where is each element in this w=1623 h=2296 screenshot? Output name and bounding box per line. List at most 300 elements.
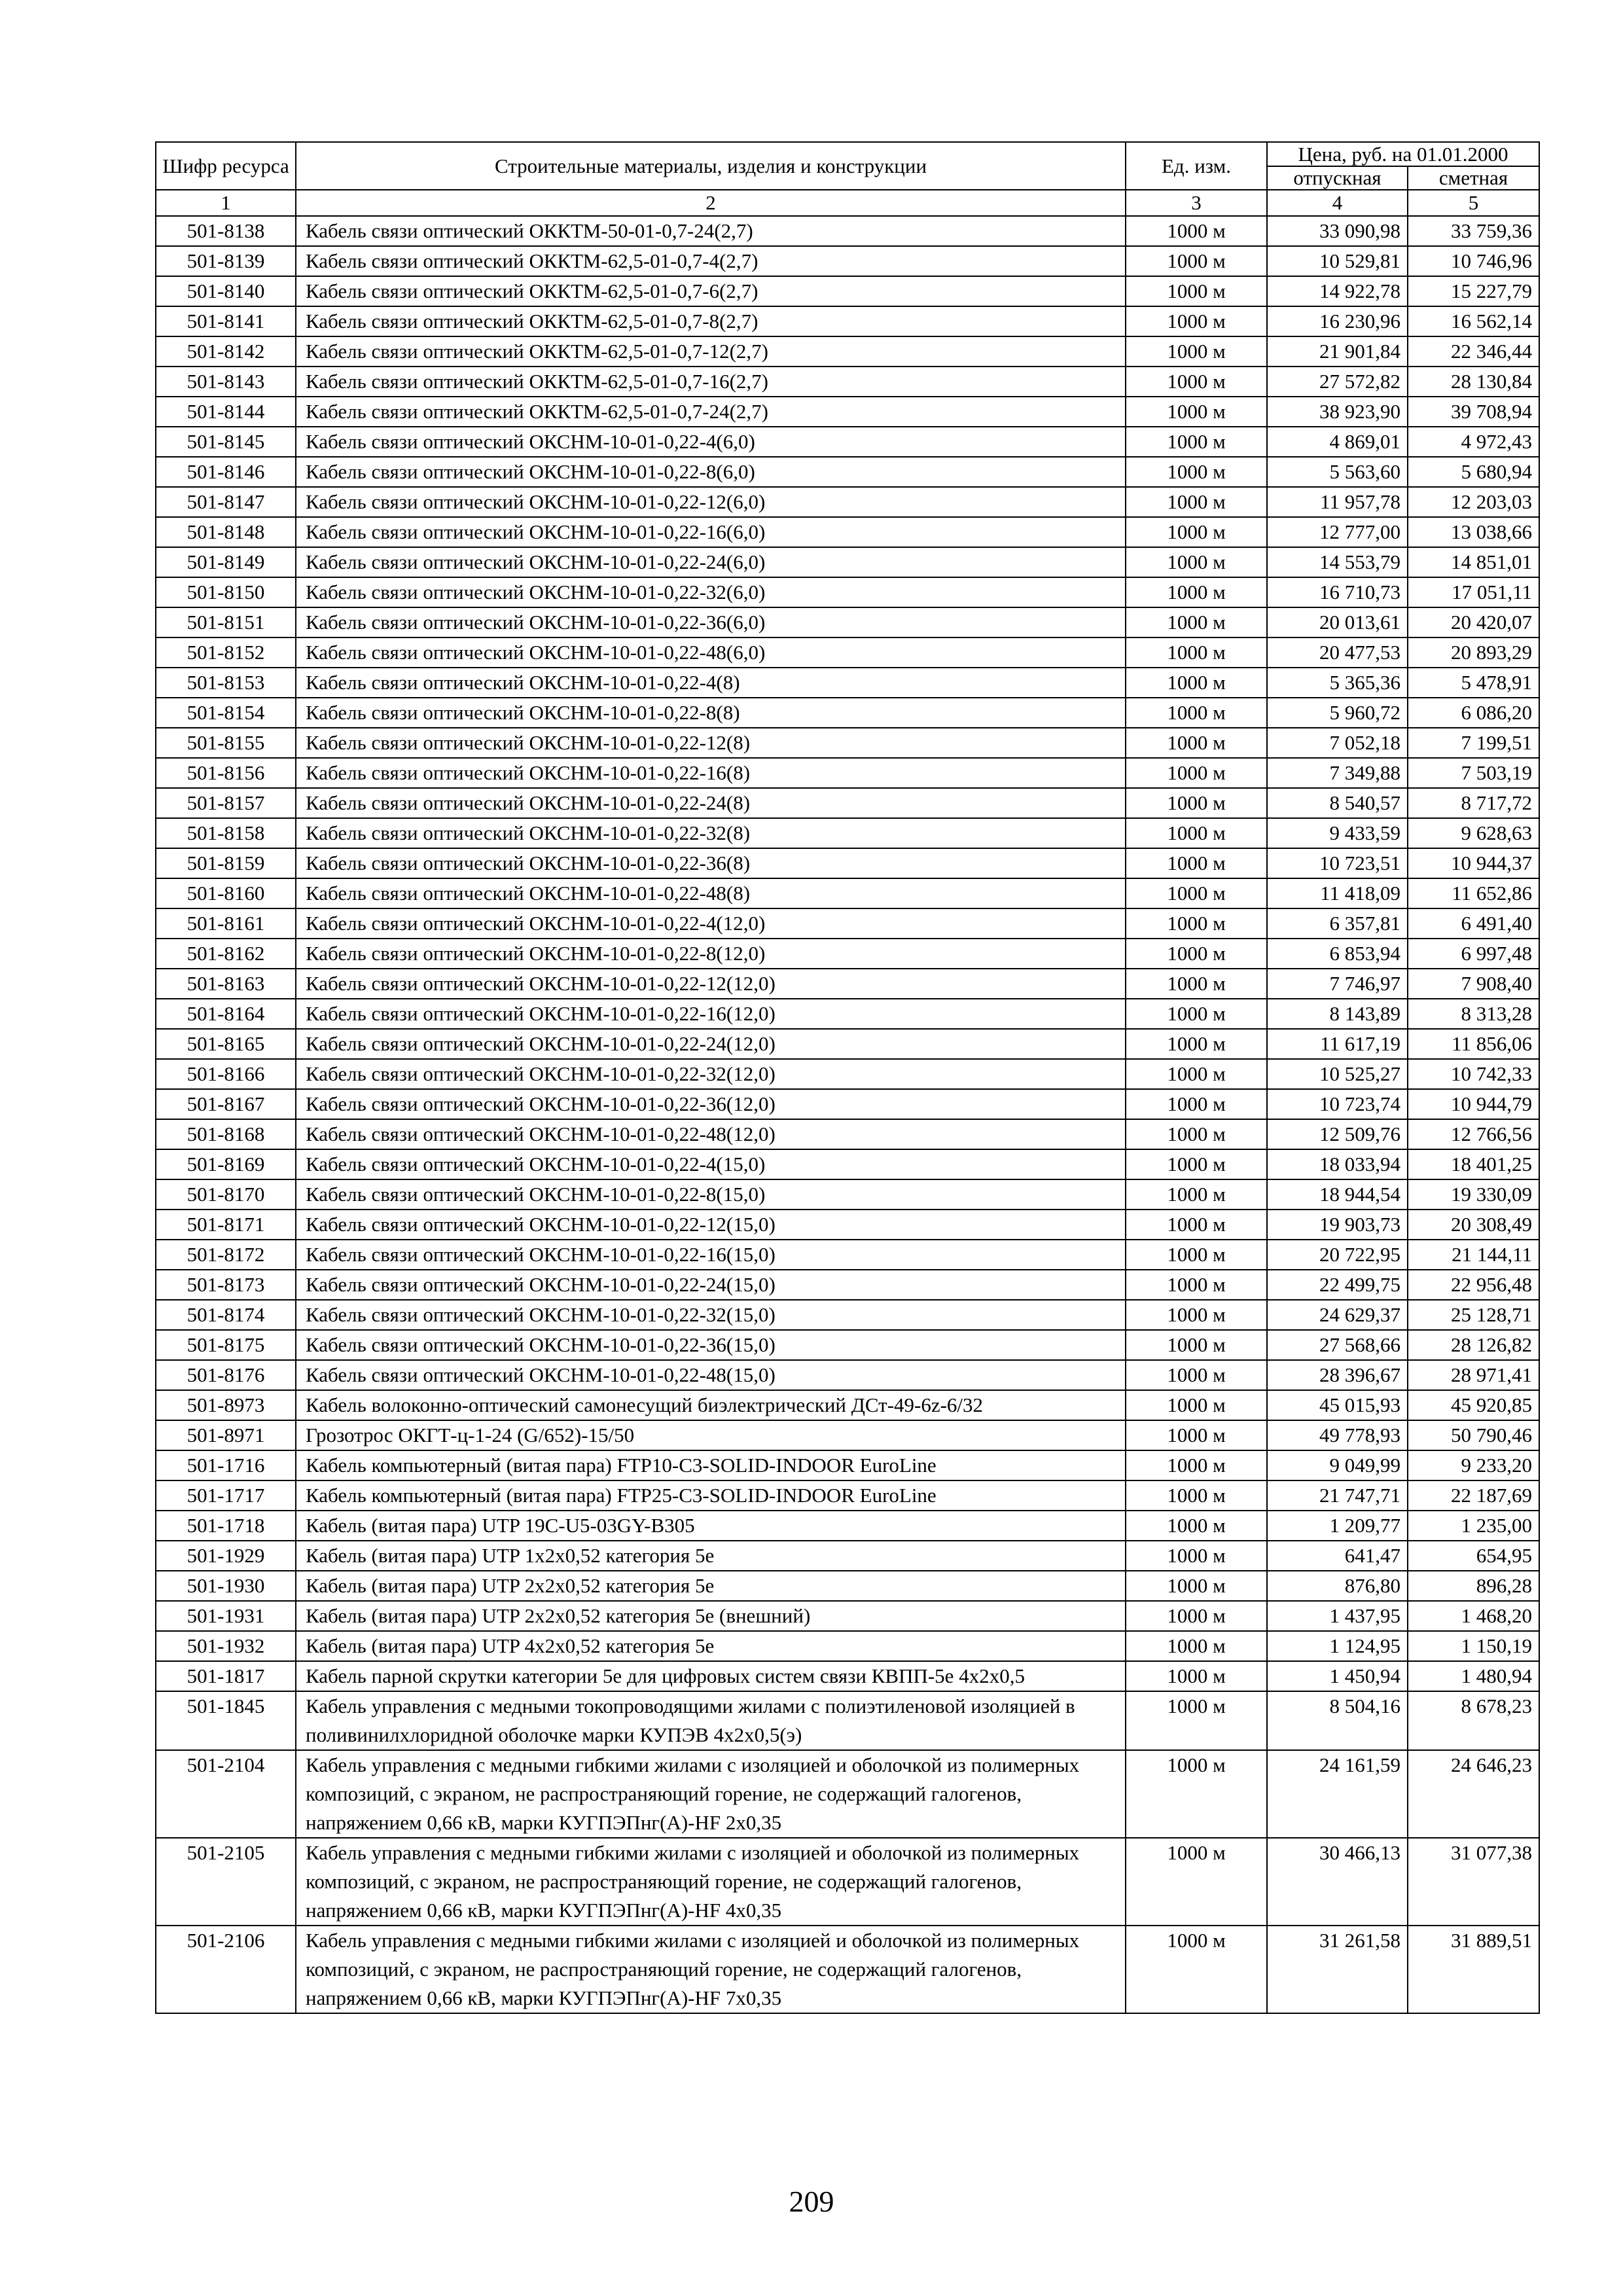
table-row [156,1360,1539,1390]
unit: 1000 м [1126,367,1267,397]
material-name: Кабель (витая пара) UTP 2x2x0,52 категория 5е [296,1571,1126,1601]
release-price: 21 901,84 [1267,336,1408,367]
release-price: 38 923,90 [1267,397,1408,427]
estimate-price: 21 144,11 [1408,1240,1539,1270]
estimate-price: 31 077,38 [1408,1838,1539,1926]
unit: 1000 м [1126,487,1267,517]
unit: 1000 м [1126,577,1267,607]
estimate-price: 11 652,86 [1408,878,1539,908]
estimate-price: 10 944,79 [1408,1089,1539,1119]
unit: 1000 м [1126,1390,1267,1420]
estimate-price: 22 346,44 [1408,336,1539,367]
unit: 1000 м [1126,427,1267,457]
material-name: Кабель связи оптический ОККТМ-62,5-01-0,7-4(2,7) [296,246,1126,276]
estimate-price: 33 759,36 [1408,216,1539,246]
estimate-price: 8 313,28 [1408,999,1539,1029]
release-price: 20 722,95 [1267,1240,1408,1270]
unit: 1000 м [1126,1119,1267,1149]
table-row [156,1089,1539,1119]
header-row-1 [156,142,1539,166]
table-row [156,999,1539,1029]
header-price: Цена, руб. на 01.01.2000 [1267,142,1539,166]
release-price: 4 869,01 [1267,427,1408,457]
material-name: Кабель связи оптический ОККТМ-62,5-01-0,7-16(2,7) [296,367,1126,397]
material-name: Кабель связи оптический ОКСНМ-10-01-0,22-24(8) [296,788,1126,818]
resource-code: 501-8159 [156,848,296,878]
resource-code: 501-8143 [156,367,296,397]
estimate-price: 17 051,11 [1408,577,1539,607]
material-name: Кабель управления с медными токопроводящими жилами с полиэтиленовой изоляцией в поливинилхлоридной оболочке марки КУПЭВ 4х2х0,5(э) [296,1691,1126,1750]
estimate-price: 45 920,85 [1408,1390,1539,1420]
table-row [156,276,1539,306]
table-row [156,1149,1539,1179]
material-name: Кабель связи оптический ОКСНМ-10-01-0,22-4(15,0) [296,1149,1126,1179]
resource-code: 501-1845 [156,1691,296,1750]
table-row [156,1300,1539,1330]
resource-code: 501-8156 [156,758,296,788]
material-name: Кабель (витая пара) UTP 19C-U5-03GY-B305 [296,1511,1126,1541]
release-price: 18 033,94 [1267,1149,1408,1179]
table-row [156,1691,1539,1750]
unit: 1000 м [1126,1210,1267,1240]
resource-code: 501-8160 [156,878,296,908]
resource-code: 501-8170 [156,1179,296,1210]
unit: 1000 м [1126,1750,1267,1838]
resource-code: 501-8176 [156,1360,296,1390]
resource-code: 501-1930 [156,1571,296,1601]
resource-code: 501-8152 [156,637,296,668]
column-number: 3 [1126,190,1267,216]
unit: 1000 м [1126,939,1267,969]
release-price: 21 747,71 [1267,1480,1408,1511]
unit: 1000 м [1126,908,1267,939]
release-price: 5 960,72 [1267,698,1408,728]
material-name: Грозотрос ОКГТ-ц-1-24 (G/652)-15/50 [296,1420,1126,1450]
release-price: 641,47 [1267,1541,1408,1571]
resource-code: 501-8145 [156,427,296,457]
unit: 1000 м [1126,758,1267,788]
material-name: Кабель связи оптический ОКСНМ-10-01-0,22-4(6,0) [296,427,1126,457]
release-price: 7 349,88 [1267,758,1408,788]
unit: 1000 м [1126,969,1267,999]
estimate-price: 7 908,40 [1408,969,1539,999]
table-row [156,848,1539,878]
table-row [156,517,1539,547]
release-price: 9 433,59 [1267,818,1408,848]
resource-code: 501-8138 [156,216,296,246]
release-price: 5 563,60 [1267,457,1408,487]
table-row [156,1750,1539,1838]
material-name: Кабель связи оптический ОКСНМ-10-01-0,22-8(12,0) [296,939,1126,969]
material-name: Кабель связи оптический ОКСНМ-10-01-0,22-12(15,0) [296,1210,1126,1240]
estimate-price: 6 997,48 [1408,939,1539,969]
resource-code: 501-8155 [156,728,296,758]
estimate-price: 28 971,41 [1408,1360,1539,1390]
unit: 1000 м [1126,1270,1267,1300]
estimate-price: 1 480,94 [1408,1661,1539,1691]
price-sheet [155,141,1539,2014]
material-name: Кабель (витая пара) UTP 1x2x0,52 категория 5е [296,1541,1126,1571]
estimate-price: 20 308,49 [1408,1210,1539,1240]
release-price: 45 015,93 [1267,1390,1408,1420]
estimate-price: 12 766,56 [1408,1119,1539,1149]
release-price: 10 723,74 [1267,1089,1408,1119]
release-price: 8 540,57 [1267,788,1408,818]
resource-code: 501-8174 [156,1300,296,1330]
unit: 1000 м [1126,607,1267,637]
table-row [156,1390,1539,1420]
material-name: Кабель связи оптический ОКСНМ-10-01-0,22-8(8) [296,698,1126,728]
resource-code: 501-8147 [156,487,296,517]
material-name: Кабель связи оптический ОКСНМ-10-01-0,22-8(6,0) [296,457,1126,487]
column-number: 2 [296,190,1126,216]
table-row [156,1601,1539,1631]
estimate-price: 6 086,20 [1408,698,1539,728]
resource-code: 501-8171 [156,1210,296,1240]
material-name: Кабель связи оптический ОКСНМ-10-01-0,22-24(6,0) [296,547,1126,577]
release-price: 18 944,54 [1267,1179,1408,1210]
estimate-price: 39 708,94 [1408,397,1539,427]
materials-table [155,141,1540,2014]
estimate-price: 6 491,40 [1408,908,1539,939]
material-name: Кабель связи оптический ОКСНМ-10-01-0,22-48(12,0) [296,1119,1126,1149]
estimate-price: 22 956,48 [1408,1270,1539,1300]
unit: 1000 м [1126,637,1267,668]
release-price: 14 553,79 [1267,547,1408,577]
table-row [156,788,1539,818]
material-name: Кабель компьютерный (витая пара) FTP25-C3-SOLID-INDOOR EuroLine [296,1480,1126,1511]
unit: 1000 м [1126,1240,1267,1270]
material-name: Кабель связи оптический ОККТМ-62,5-01-0,7-12(2,7) [296,336,1126,367]
resource-code: 501-8161 [156,908,296,939]
resource-code: 501-8154 [156,698,296,728]
resource-code: 501-2105 [156,1838,296,1926]
material-name: Кабель (витая пара) UTP 4x2x0,52 категория 5е [296,1631,1126,1661]
material-name: Кабель связи оптический ОКСНМ-10-01-0,22-36(15,0) [296,1330,1126,1360]
material-name: Кабель связи оптический ОКСНМ-10-01-0,22-16(15,0) [296,1240,1126,1270]
page-number: 209 [789,2185,834,2218]
material-name: Кабель связи оптический ОКСНМ-10-01-0,22-36(6,0) [296,607,1126,637]
release-price: 10 723,51 [1267,848,1408,878]
resource-code: 501-8166 [156,1059,296,1089]
release-price: 31 261,58 [1267,1926,1408,2013]
unit: 1000 м [1126,1149,1267,1179]
resource-code: 501-8163 [156,969,296,999]
resource-code: 501-8149 [156,547,296,577]
material-name: Кабель связи оптический ОКСНМ-10-01-0,22-8(15,0) [296,1179,1126,1210]
table-row [156,668,1539,698]
table-row [156,1119,1539,1149]
release-price: 24 629,37 [1267,1300,1408,1330]
resource-code: 501-8162 [156,939,296,969]
resource-code: 501-8172 [156,1240,296,1270]
table-body [156,216,1539,2013]
table-row [156,427,1539,457]
unit: 1000 м [1126,1838,1267,1926]
estimate-price: 14 851,01 [1408,547,1539,577]
material-name: Кабель компьютерный (витая пара) FTP10-C3-SOLID-INDOOR EuroLine [296,1450,1126,1480]
material-name: Кабель управления с медными гибкими жилами с изоляцией и оболочкой из полимерных композиций, с экраном, не распространяющий горение, не содержащий галогенов, напряжением 0,66 кВ, марки КУГПЭПнг(А)-HF 7х0,35 [296,1926,1126,2013]
resource-code: 501-8153 [156,668,296,698]
unit: 1000 м [1126,1631,1267,1661]
material-name: Кабель связи оптический ОКСНМ-10-01-0,22-16(8) [296,758,1126,788]
resource-code: 501-1931 [156,1601,296,1631]
unit: 1000 м [1126,728,1267,758]
material-name: Кабель связи оптический ОКСНМ-10-01-0,22-12(12,0) [296,969,1126,999]
table-row [156,577,1539,607]
estimate-price: 1 235,00 [1408,1511,1539,1541]
table-row [156,1179,1539,1210]
table-row [156,969,1539,999]
table-row [156,1511,1539,1541]
release-price: 11 418,09 [1267,878,1408,908]
estimate-price: 31 889,51 [1408,1926,1539,2013]
resource-code: 501-8148 [156,517,296,547]
material-name: Кабель связи оптический ОКСНМ-10-01-0,22-16(6,0) [296,517,1126,547]
resource-code: 501-8146 [156,457,296,487]
estimate-price: 7 199,51 [1408,728,1539,758]
unit: 1000 м [1126,1059,1267,1089]
material-name: Кабель связи оптический ОКСНМ-10-01-0,22-24(12,0) [296,1029,1126,1059]
unit: 1000 м [1126,336,1267,367]
resource-code: 501-8141 [156,306,296,336]
estimate-price: 9 628,63 [1408,818,1539,848]
release-price: 7 746,97 [1267,969,1408,999]
unit: 1000 м [1126,547,1267,577]
table-row [156,1420,1539,1450]
unit: 1000 м [1126,1601,1267,1631]
estimate-price: 654,95 [1408,1541,1539,1571]
table-row [156,246,1539,276]
estimate-price: 18 401,25 [1408,1149,1539,1179]
release-price: 8 143,89 [1267,999,1408,1029]
release-price: 30 466,13 [1267,1838,1408,1926]
unit: 1000 м [1126,1330,1267,1360]
release-price: 12 509,76 [1267,1119,1408,1149]
release-price: 11 957,78 [1267,487,1408,517]
table-row [156,1450,1539,1480]
release-price: 12 777,00 [1267,517,1408,547]
release-price: 10 525,27 [1267,1059,1408,1089]
resource-code: 501-8139 [156,246,296,276]
release-price: 16 710,73 [1267,577,1408,607]
column-number: 1 [156,190,296,216]
estimate-price: 12 203,03 [1408,487,1539,517]
unit: 1000 м [1126,1480,1267,1511]
table-row [156,397,1539,427]
release-price: 49 778,93 [1267,1420,1408,1450]
release-price: 1 450,94 [1267,1661,1408,1691]
unit: 1000 м [1126,1179,1267,1210]
estimate-price: 10 746,96 [1408,246,1539,276]
table-row [156,1571,1539,1601]
table-row [156,457,1539,487]
release-price: 5 365,36 [1267,668,1408,698]
table-row [156,1210,1539,1240]
column-number: 4 [1267,190,1408,216]
release-price: 14 922,78 [1267,276,1408,306]
estimate-price: 896,28 [1408,1571,1539,1601]
material-name: Кабель связи оптический ОКСНМ-10-01-0,22-32(6,0) [296,577,1126,607]
resource-code: 501-8140 [156,276,296,306]
table-row [156,336,1539,367]
unit: 1000 м [1126,788,1267,818]
column-number: 5 [1408,190,1539,216]
release-price: 876,80 [1267,1571,1408,1601]
header-release-price: отпускная [1267,166,1408,190]
table-row [156,1838,1539,1926]
release-price: 1 209,77 [1267,1511,1408,1541]
table-row [156,1541,1539,1571]
release-price: 28 396,67 [1267,1360,1408,1390]
table-row [156,728,1539,758]
table-row [156,939,1539,969]
unit: 1000 м [1126,1691,1267,1750]
release-price: 19 903,73 [1267,1210,1408,1240]
estimate-price: 15 227,79 [1408,276,1539,306]
release-price: 8 504,16 [1267,1691,1408,1750]
release-price: 1 124,95 [1267,1631,1408,1661]
material-name: Кабель связи оптический ОКСНМ-10-01-0,22-12(6,0) [296,487,1126,517]
release-price: 10 529,81 [1267,246,1408,276]
material-name: Кабель связи оптический ОКСНМ-10-01-0,22-32(15,0) [296,1300,1126,1330]
resource-code: 501-8158 [156,818,296,848]
unit: 1000 м [1126,1420,1267,1450]
material-name: Кабель управления с медными гибкими жилами с изоляцией и оболочкой из полимерных композиций, с экраном, не распространяющий горение, не содержащий галогенов, напряжением 0,66 кВ, марки КУГПЭПнг(А)-HF 4х0,35 [296,1838,1126,1926]
header-estimate-price: сметная [1408,166,1539,190]
estimate-price: 25 128,71 [1408,1300,1539,1330]
unit: 1000 м [1126,818,1267,848]
resource-code: 501-2104 [156,1750,296,1838]
resource-code: 501-1929 [156,1541,296,1571]
table-row [156,1029,1539,1059]
unit: 1000 м [1126,848,1267,878]
estimate-price: 19 330,09 [1408,1179,1539,1210]
resource-code: 501-1717 [156,1480,296,1511]
resource-code: 501-8175 [156,1330,296,1360]
unit: 1000 м [1126,878,1267,908]
unit: 1000 м [1126,1541,1267,1571]
resource-code: 501-8142 [156,336,296,367]
material-name: Кабель связи оптический ОКСНМ-10-01-0,22-12(8) [296,728,1126,758]
table-row [156,1480,1539,1511]
table-row [156,1631,1539,1661]
table-row [156,1926,1539,2013]
material-name: Кабель связи оптический ОКСНМ-10-01-0,22-16(12,0) [296,999,1126,1029]
material-name: Кабель связи оптический ОКСНМ-10-01-0,22-36(8) [296,848,1126,878]
table-row [156,878,1539,908]
material-name: Кабель связи оптический ОКСНМ-10-01-0,22-36(12,0) [296,1089,1126,1119]
release-price: 20 477,53 [1267,637,1408,668]
unit: 1000 м [1126,1571,1267,1601]
unit: 1000 м [1126,1661,1267,1691]
material-name: Кабель связи оптический ОККТМ-62,5-01-0,7-6(2,7) [296,276,1126,306]
resource-code: 501-1718 [156,1511,296,1541]
estimate-price: 28 130,84 [1408,367,1539,397]
resource-code: 501-8971 [156,1420,296,1450]
material-name: Кабель волоконно-оптический самонесущий биэлектрический ДСт-49-6z-6/32 [296,1390,1126,1420]
unit: 1000 м [1126,1089,1267,1119]
release-price: 27 572,82 [1267,367,1408,397]
material-name: Кабель связи оптический ОКСНМ-10-01-0,22-32(8) [296,818,1126,848]
material-name: Кабель связи оптический ОКСНМ-10-01-0,22-48(15,0) [296,1360,1126,1390]
release-price: 9 049,99 [1267,1450,1408,1480]
unit: 1000 м [1126,1029,1267,1059]
release-price: 20 013,61 [1267,607,1408,637]
release-price: 6 357,81 [1267,908,1408,939]
resource-code: 501-8151 [156,607,296,637]
resource-code: 501-8144 [156,397,296,427]
estimate-price: 5 680,94 [1408,457,1539,487]
unit: 1000 м [1126,698,1267,728]
table-row [156,637,1539,668]
unit: 1000 м [1126,306,1267,336]
resource-code: 501-1817 [156,1661,296,1691]
table-row [156,367,1539,397]
resource-code: 501-8157 [156,788,296,818]
estimate-price: 7 503,19 [1408,758,1539,788]
table-row [156,487,1539,517]
resource-code: 501-8173 [156,1270,296,1300]
estimate-price: 20 893,29 [1408,637,1539,668]
unit: 1000 м [1126,246,1267,276]
resource-code: 501-1932 [156,1631,296,1661]
estimate-price: 1 150,19 [1408,1631,1539,1661]
header-name: Строительные материалы, изделия и конструкции [296,142,1126,190]
material-name: Кабель связи оптический ОКСНМ-10-01-0,22-48(6,0) [296,637,1126,668]
estimate-price: 4 972,43 [1408,427,1539,457]
material-name: Кабель связи оптический ОКСНМ-10-01-0,22-48(8) [296,878,1126,908]
table-row [156,908,1539,939]
table-row [156,1059,1539,1089]
estimate-price: 5 478,91 [1408,668,1539,698]
estimate-price: 22 187,69 [1408,1480,1539,1511]
table-row [156,216,1539,246]
resource-code: 501-8150 [156,577,296,607]
estimate-price: 10 742,33 [1408,1059,1539,1089]
resource-code: 501-2106 [156,1926,296,2013]
table-row [156,1240,1539,1270]
estimate-price: 20 420,07 [1408,607,1539,637]
material-name: Кабель парной скрутки категории 5е для цифровых систем связи КВПП-5е 4х2х0,5 [296,1661,1126,1691]
release-price: 1 437,95 [1267,1601,1408,1631]
table-row [156,758,1539,788]
table-row [156,698,1539,728]
estimate-price: 50 790,46 [1408,1420,1539,1450]
release-price: 22 499,75 [1267,1270,1408,1300]
estimate-price: 16 562,14 [1408,306,1539,336]
unit: 1000 м [1126,276,1267,306]
table-row [156,607,1539,637]
table-row [156,818,1539,848]
unit: 1000 м [1126,216,1267,246]
material-name: Кабель связи оптический ОККТМ-50-01-0,7-24(2,7) [296,216,1126,246]
material-name: Кабель связи оптический ОКСНМ-10-01-0,22-32(12,0) [296,1059,1126,1089]
material-name: Кабель связи оптический ОКСНМ-10-01-0,22-4(8) [296,668,1126,698]
material-name: Кабель связи оптический ОКСНМ-10-01-0,22-4(12,0) [296,908,1126,939]
estimate-price: 10 944,37 [1408,848,1539,878]
column-number-row [156,190,1539,216]
unit: 1000 м [1126,999,1267,1029]
resource-code: 501-8973 [156,1390,296,1420]
resource-code: 501-8164 [156,999,296,1029]
estimate-price: 24 646,23 [1408,1750,1539,1838]
material-name: Кабель (витая пара) UTP 2x2x0,52 категория 5е (внешний) [296,1601,1126,1631]
table-row [156,1661,1539,1691]
material-name: Кабель связи оптический ОККТМ-62,5-01-0,7-8(2,7) [296,306,1126,336]
unit: 1000 м [1126,1511,1267,1541]
estimate-price: 8 678,23 [1408,1691,1539,1750]
